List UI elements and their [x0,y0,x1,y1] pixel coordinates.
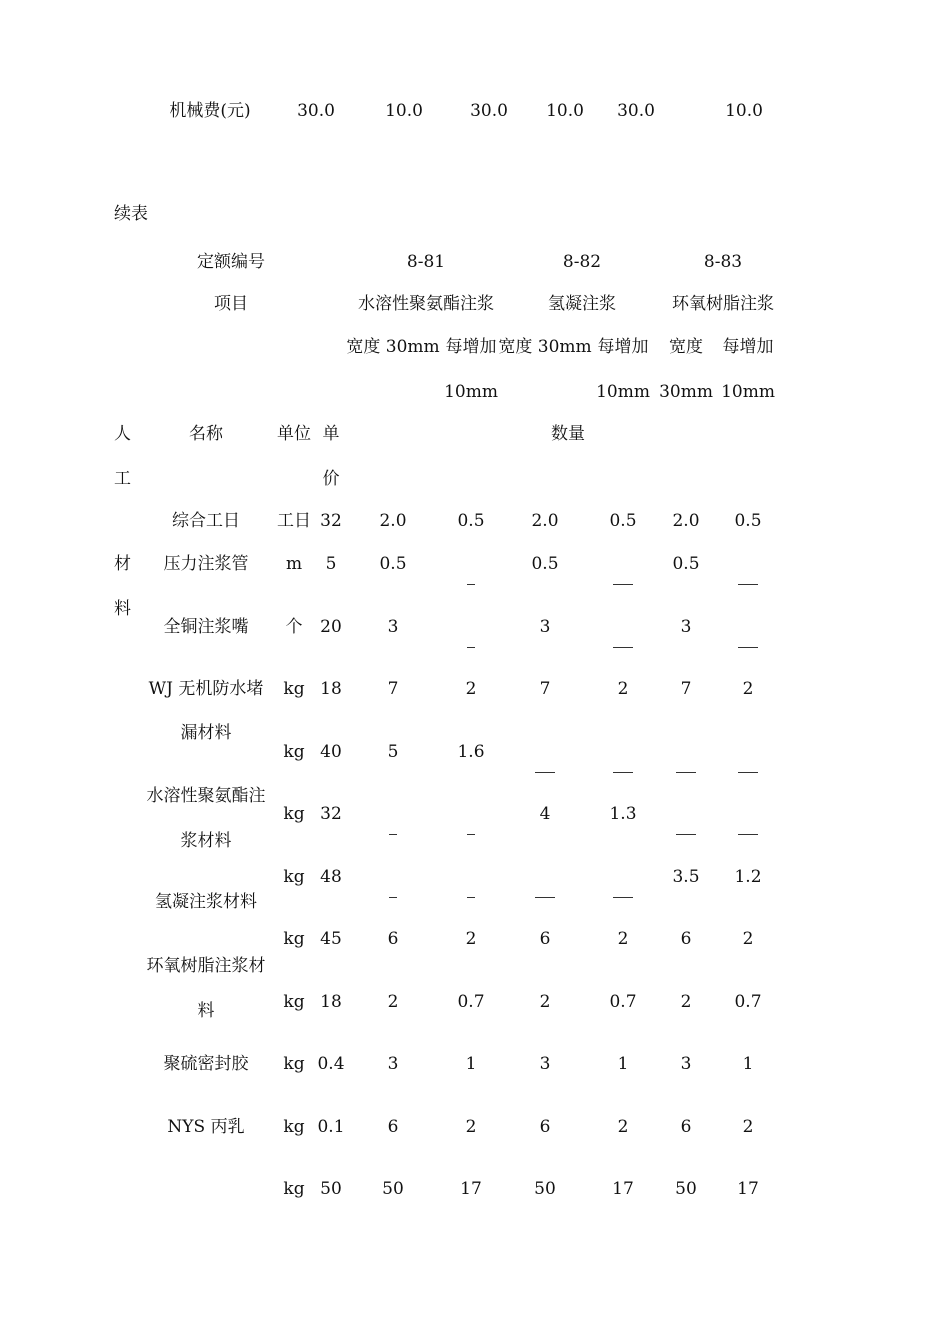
empty-dash [535,897,555,898]
empty-dash [738,647,758,648]
row-value [738,822,758,839]
empty-dash [389,897,397,898]
row-unit: kg [283,742,305,762]
row-value: 17 [612,1179,634,1199]
row-name: 全铜注浆嘴 [163,617,249,637]
quota-code: 8-81 [406,252,446,272]
row-value: 3.5 [672,867,700,887]
row-value: 50 [382,1179,404,1199]
row-unit: kg [283,992,305,1012]
subitem-line1: 每增加 [597,337,649,357]
row-value: 2 [465,679,477,699]
row-value: 0.5 [531,554,559,574]
row-value: 0.5 [457,511,485,531]
row-value: 7 [539,679,551,699]
row-value [389,822,397,839]
row-value: 3 [680,1054,692,1074]
row-value: 1.2 [734,867,762,887]
item-name: 水溶性聚氨酯注浆 [358,294,494,314]
material-name-fragment: 水溶性聚氨酯注 [146,786,266,806]
subitem-line2: 10mm [444,382,498,402]
row-price: 0.4 [317,1054,345,1074]
row-value: 50 [534,1179,556,1199]
empty-dash [467,897,475,898]
row-value: 2 [539,992,551,1012]
row-value: 0.5 [734,511,762,531]
category-material-top: 材 [114,554,131,574]
row-price: 50 [320,1179,342,1199]
row-unit: kg [283,804,305,824]
row-value [467,572,475,589]
row-value: 0.5 [379,554,407,574]
row-price: 45 [320,929,342,949]
row-value: 2 [617,1117,629,1137]
row-value [535,885,555,902]
row-value: 2 [465,929,477,949]
category-labor-top: 人 [114,424,131,444]
row-value: 2 [742,929,754,949]
row-value [467,885,475,902]
row-value [389,885,397,902]
machinery-fee-value: 30.0 [470,101,508,121]
empty-dash [613,647,633,648]
row-value [613,885,633,902]
row-price: 40 [320,742,342,762]
row-value [613,760,633,777]
quota-code: 8-83 [703,252,743,272]
row-price: 18 [320,992,342,1012]
empty-dash [738,772,758,773]
empty-dash [467,647,475,648]
row-value: 3 [539,617,551,637]
row-value [535,760,555,777]
empty-dash [676,834,696,835]
row-value: 50 [675,1179,697,1199]
row-value: 1 [742,1054,754,1074]
machinery-fee-value: 30.0 [297,101,335,121]
row-value [738,635,758,652]
row-name: WJ 无机防水堵 [148,679,264,699]
quota-code: 8-82 [562,252,602,272]
row-price: 18 [320,679,342,699]
name-column-header: 名称 [189,424,223,444]
row-value: 6 [539,929,551,949]
row-unit: kg [283,1117,305,1137]
row-value: 7 [680,679,692,699]
row-value: 6 [387,1117,399,1137]
row-value [613,572,633,589]
price-column-header-bottom: 价 [322,469,340,489]
row-value: 0.7 [734,992,762,1012]
subitem-line2: 10mm [721,382,775,402]
row-value: 17 [737,1179,759,1199]
row-value: 6 [539,1117,551,1137]
subitem-line2: 10mm [596,382,650,402]
row-value: 3 [387,1054,399,1074]
row-value [738,760,758,777]
subitem-line1: 宽度 30mm [346,337,440,357]
row-value [676,822,696,839]
row-value: 2.0 [379,511,407,531]
item-label: 项目 [214,294,248,314]
row-price: 0.1 [317,1117,345,1137]
row-value [467,635,475,652]
subitem-line2: 30mm [659,382,713,402]
row-unit: kg [283,1054,305,1074]
category-labor-bottom: 工 [114,469,131,489]
row-value: 1 [465,1054,477,1074]
empty-dash [389,834,397,835]
empty-dash [613,772,633,773]
row-unit: 个 [285,617,303,637]
material-name-fragment: 漏材料 [180,723,232,743]
quota-number-label: 定额编号 [197,252,265,272]
row-value: 0.5 [672,554,700,574]
row-value: 1 [617,1054,629,1074]
subitem-line1: 宽度 [669,337,703,357]
continued-label: 续表 [114,204,148,224]
row-unit: kg [283,929,305,949]
row-value: 2 [617,929,629,949]
empty-dash [613,897,633,898]
quantity-column-header: 数量 [551,424,585,444]
unit-column-header: 单位 [277,424,311,444]
row-price: 20 [320,617,342,637]
empty-dash [676,772,696,773]
material-name-fragment: 料 [197,1001,215,1021]
row-value: 6 [680,929,692,949]
row-value: 6 [680,1117,692,1137]
row-name: 聚硫密封胶 [163,1054,249,1074]
row-value [467,822,475,839]
machinery-fee-value: 30.0 [617,101,655,121]
row-value: 4 [539,804,551,824]
row-price: 5 [325,554,337,574]
row-price: 48 [320,867,342,887]
row-price: 32 [320,511,342,531]
row-unit: kg [283,679,305,699]
row-unit: kg [283,1179,305,1199]
row-value: 3 [539,1054,551,1074]
row-value: 3 [680,617,692,637]
row-value: 1.6 [457,742,485,762]
empty-dash [613,584,633,585]
row-unit: 工日 [277,511,311,531]
row-value: 6 [387,929,399,949]
row-value: 2 [680,992,692,1012]
material-name-fragment: 环氧树脂注浆材 [146,956,266,976]
empty-dash [467,834,475,835]
row-value [738,572,758,589]
item-name: 氢凝注浆 [548,294,616,314]
machinery-fee-value: 10.0 [385,101,423,121]
row-unit: m [285,554,303,574]
row-value [613,635,633,652]
row-value: 3 [387,617,399,637]
row-value: 17 [460,1179,482,1199]
row-value: 2 [617,679,629,699]
machinery-fee-value: 10.0 [725,101,763,121]
empty-dash [738,584,758,585]
row-name: 压力注浆管 [163,554,249,574]
empty-dash [467,584,475,585]
empty-dash [535,772,555,773]
row-value: 2 [742,679,754,699]
machinery-fee-label: 机械费(元) [169,101,251,121]
machinery-fee-value: 10.0 [546,101,584,121]
row-value [676,760,696,777]
subitem-line1: 每增加 [445,337,497,357]
row-value: 2.0 [531,511,559,531]
row-value: 2 [465,1117,477,1137]
row-value: 1.3 [609,804,637,824]
row-name: 综合工日 [172,511,240,531]
material-name-fragment: 氢凝注浆材料 [155,892,257,912]
row-value: 5 [387,742,399,762]
empty-dash [738,834,758,835]
subitem-line1: 宽度 30mm [498,337,592,357]
row-value: 2.0 [672,511,700,531]
row-unit: kg [283,867,305,887]
row-price: 32 [320,804,342,824]
material-name-fragment: 浆材料 [180,831,232,851]
subitem-line1: 每增加 [722,337,774,357]
row-value: 2 [387,992,399,1012]
price-column-header-top: 单 [322,424,340,444]
row-value: 7 [387,679,399,699]
row-name: NYS 丙乳 [167,1117,245,1137]
row-value: 2 [742,1117,754,1137]
item-name: 环氧树脂注浆 [672,294,774,314]
row-value: 0.7 [609,992,637,1012]
category-material-bottom: 料 [114,599,131,619]
row-value: 0.5 [609,511,637,531]
row-value: 0.7 [457,992,485,1012]
